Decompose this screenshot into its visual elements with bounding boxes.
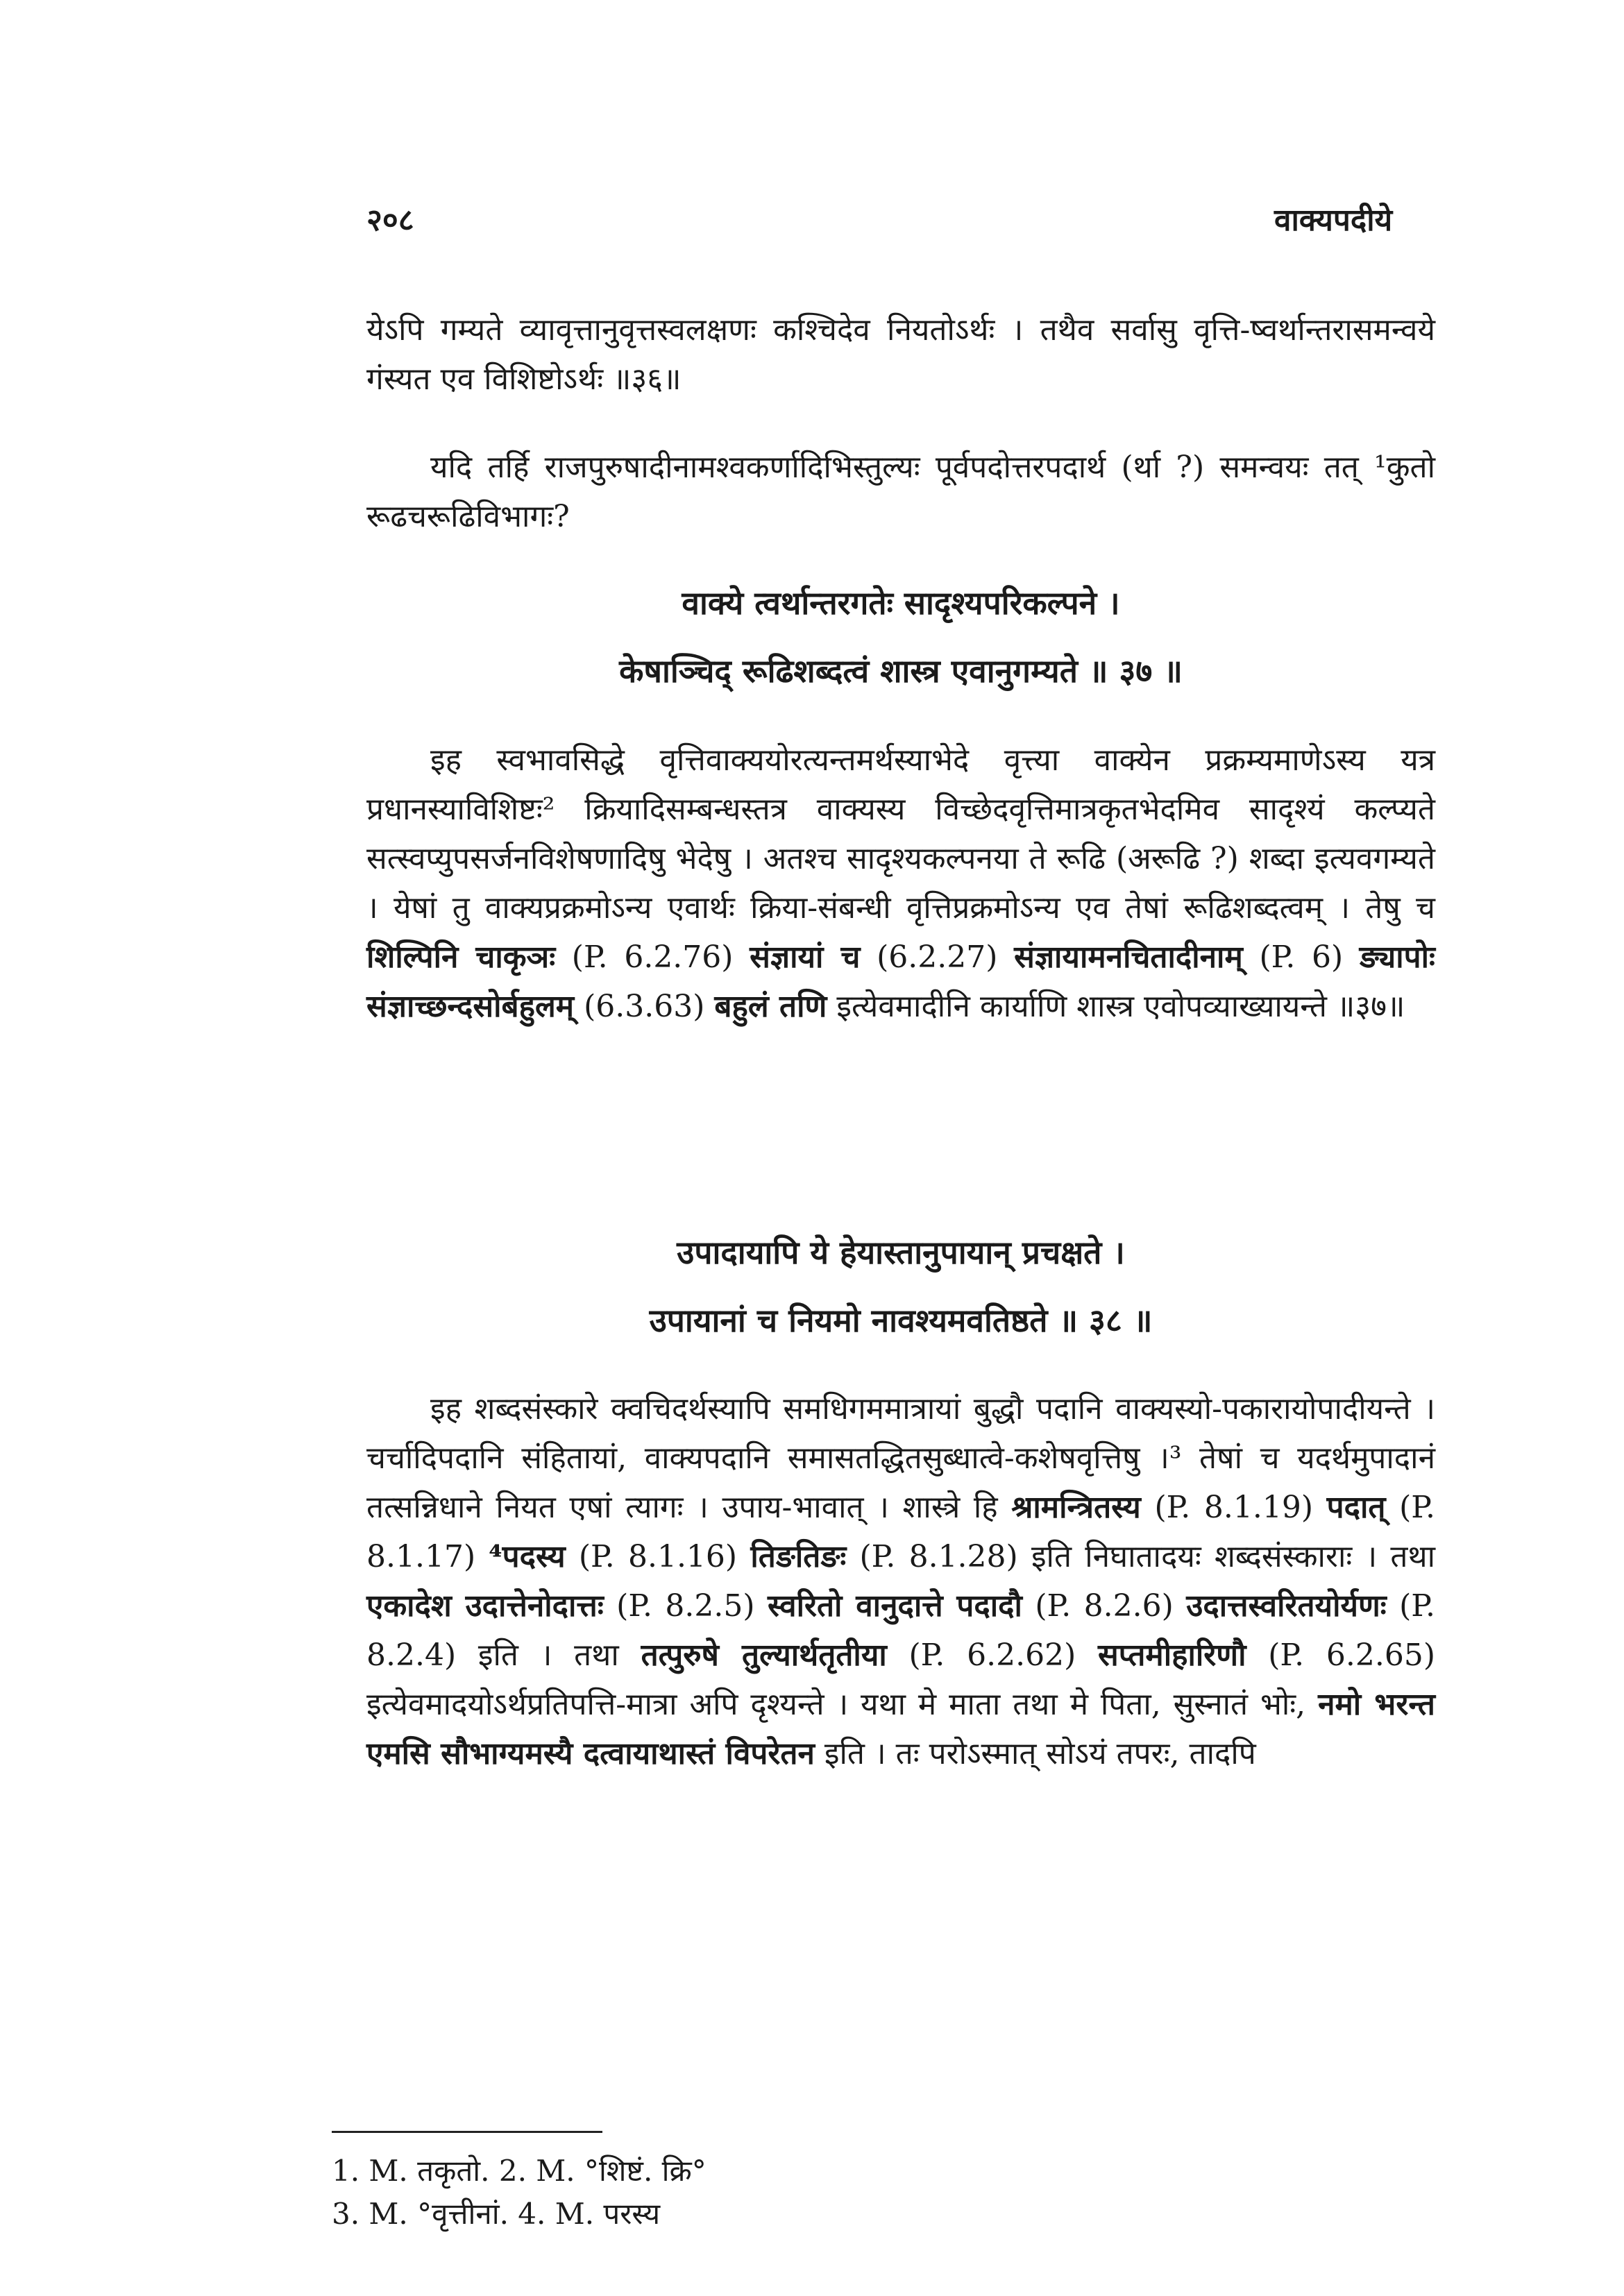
sutra-nyapoh: ङ्यापोः संज्ञाच्छन्दसोर्बहुलम्: [366, 939, 1435, 1024]
commentary-37-end: इत्येवमादीनि कार्याणि शास्त्र एवोपव्याख्यायन्ते ॥३७॥: [836, 989, 1405, 1024]
sutra-sanjnayam-anacitadinam: संज्ञायामनचितादीनाम्: [1014, 939, 1243, 975]
sutra-ekadesha: एकादेश उदात्तेनोदात्तः: [366, 1588, 604, 1624]
sutra-svarito: स्वरितो वानुदात्ते पदादौ: [768, 1588, 1022, 1624]
sutra-sanjnayam-ca: संज्ञायां च: [750, 939, 861, 975]
sutra-padat: पदात्: [1326, 1490, 1386, 1525]
ref-8-1-28: (P. 8.1.28) इति निघातादयः शब्दसंस्काराः । तथा: [859, 1539, 1435, 1574]
sutra-padasya: ⁴पदस्य: [489, 1539, 566, 1574]
commentary-37: [366, 735, 1435, 1031]
verse-37-line-1: वाक्ये त्वर्थान्तरगतेः सादृश्यपरिकल्पने ।: [682, 584, 1120, 622]
ref-8-1-17: (P. 8.1.17): [366, 1490, 1435, 1574]
footnote-line-2: 3. M. °वृत्तीनां. 4. M. परस्य: [332, 2197, 661, 2231]
ref-6-2-76: (P. 6.2.76): [571, 939, 734, 975]
sutra-tatpurushe: तत्पुरुषे तुल्यार्थतृतीया: [641, 1638, 887, 1673]
ref-p6: (P. 6): [1259, 939, 1344, 975]
footnote-rule: [332, 2131, 602, 2133]
paragraph-2: यदि तर्हि राजपुरुषादीनामश्वकर्णादिभिस्तुल्यः पूर्वपदोत्तरपदार्थ (र्था ?) समन्वयः तत् ¹कुतो रूढचरूढिविभागः?: [366, 450, 1435, 534]
commentary-38-end: इति । तः परोऽस्मात् सोऽयं तपरः, तादपि: [824, 1736, 1256, 1771]
ref-6-3-63: (6.3.63): [584, 989, 705, 1024]
verse-37-line-2: केषाञ्चिद् रूढिशब्दत्वं शास्त्र एवानुगम्यते ॥ ३७ ॥: [619, 652, 1183, 690]
verse-37: [366, 569, 1435, 705]
sutra-bahulam-tani: बहुलं तणि: [714, 989, 827, 1024]
vedic-quote: नमो भरन्त एमसि सौभाग्यमस्यै दत्वायाथास्तं विपरेतन: [366, 1687, 1435, 1771]
ref-8-1-16: (P. 8.1.16): [578, 1539, 738, 1574]
page-number: २०८: [366, 203, 414, 238]
commentary-38-text: इह शब्दसंस्कारे क्वचिदर्थस्यापि समधिगममात्रायां बुद्धौ पदानि वाक्यस्यो-पकारायोपादीयन्ते । चर्चादिपदानि संहितायां, वाक्यपदानि समासतद्धितसुब्धात्वे-कशेषवृत्तिषु ।³ तेषां च यदर्थमुपादानं तत्सन्निधाने नियत एषां त्यागः । उपाय-भावात् । शास्त्रे हि: [366, 1391, 1435, 1525]
ref-6-2-65: (P. 6.2.65) इत्येवमादयोऽर्थप्रतिपत्ति-मात्रा अपि दृश्यन्ते । यथा मे माता तथा मे पिता, सुस्नातं भोः,: [366, 1638, 1435, 1722]
ref-6-2-27: (6.2.27): [877, 939, 998, 975]
verse-38: [366, 1218, 1435, 1354]
verse-38-line-1: उपादायापि ये हेयास्तानुपायान् प्रचक्षते ।: [677, 1234, 1125, 1271]
ref-8-2-6: (P. 8.2.6): [1035, 1588, 1174, 1624]
sutra-udatta-svaritayoh: उदात्तस्वरितयोर्यणः: [1186, 1588, 1387, 1624]
commentary-37-text: इह स्वभावसिद्धे वृत्तिवाक्ययोरत्यन्तमर्थस्याभेदे वृत्त्या वाक्येन प्रक्रम्यमाणेऽस्य यत्र प्रधानस्याविशिष्टः² क्रियादिसम्बन्धस्तत्र वाक्यस्य विच्छेदवृत्तिमात्रकृतभेदमिव सादृश्यं कल्प्यते सत्स्वप्युपसर्जनविशेषणादिषु भेदेषु । अतश्च सादृश्यकल्पनया ते रूढि (अरूढि ?) शब्दा इत्यवगम्यते । येषां तु वाक्यप्रक्रमोऽन्य एवार्थः क्रिया-संबन्धी वृत्तिप्रक्रमोऽन्य एव तेषां रूढिशब्दत्वम् । तेषु च: [366, 742, 1435, 926]
sutra-tin-atinah: तिङतिङः: [750, 1539, 847, 1574]
sutra-shilpini: शिल्पिनि चाकृञः: [366, 939, 556, 975]
commentary-38: [366, 1384, 1435, 1778]
ref-8-1-19: (P. 8.1.19): [1154, 1490, 1314, 1525]
sutra-saptami-harinau: सप्तमीहारिणौ: [1098, 1638, 1246, 1673]
ref-6-2-62: (P. 6.2.62): [908, 1638, 1076, 1673]
sutra-amantritasya: श्रामन्त्रितस्य: [1011, 1490, 1141, 1525]
footnote-line-1: 1. M. तकृतो. 2. M. °शिष्टं. क्रि°: [332, 2154, 707, 2188]
ref-8-2-5: (P. 8.2.5): [616, 1588, 755, 1624]
verse-38-line-2: उपायानां च नियमो नावश्यमवतिष्ठते ॥ ३८ ॥: [649, 1302, 1153, 1339]
paragraph-1: येऽपि गम्यते व्यावृत्तानुवृत्तस्वलक्षणः कश्चिदेव नियतोऽर्थः । तथैव सर्वासु वृत्ति-ष्वर्थान्तरासमन्वये गंस्यत एव विशिष्टोऽर्थः ॥३६॥: [366, 312, 1435, 397]
ref-8-2-4: (P. 8.2.4) इति । तथा: [366, 1588, 1435, 1673]
running-title: वाक्यपदीये: [1274, 203, 1393, 238]
